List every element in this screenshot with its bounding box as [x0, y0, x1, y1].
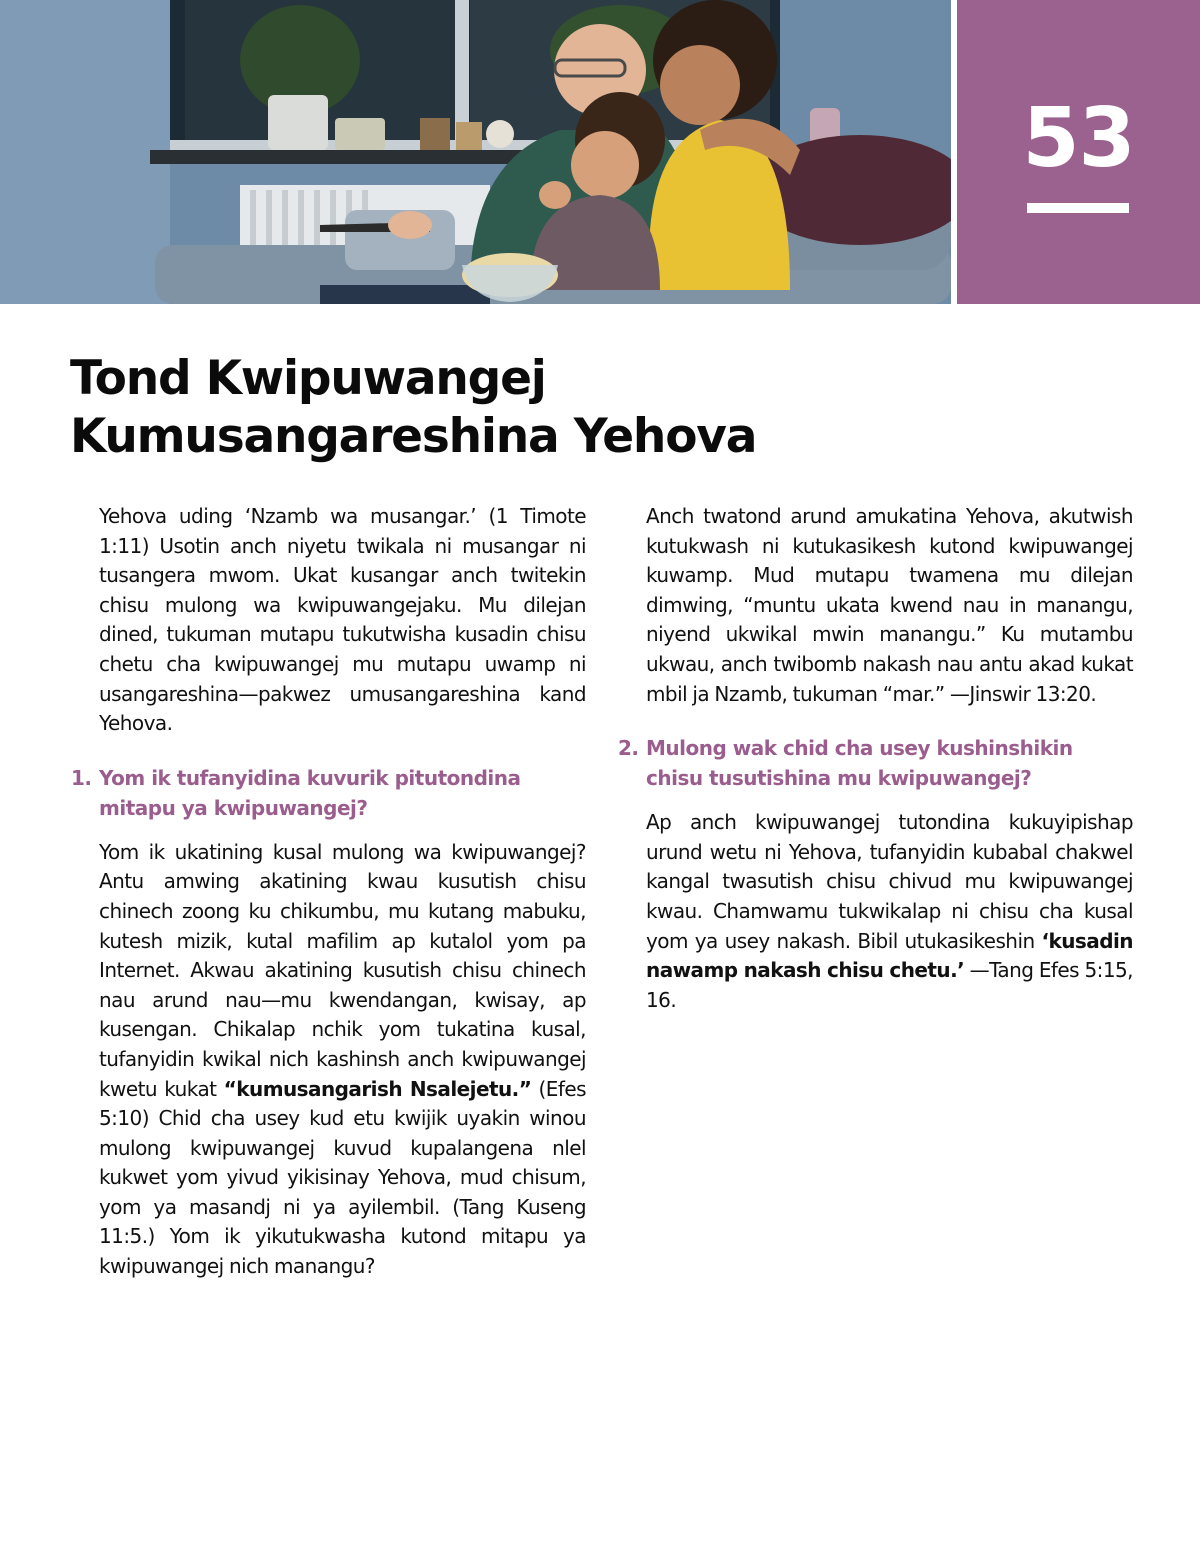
- lesson-number-underline: [1027, 203, 1129, 213]
- section-1-paragraph: [99, 838, 586, 1282]
- section-2-paragraph: [646, 808, 1133, 1015]
- section-1-text-after: (Efes 5:10) Chid cha usey kud etu kwijik uyakin winou mulong kwipuwangej kuvud kupalangena nlel kukwet yom yivud yikisinay Yehova, mud chisum, yom ya masandj ni ya ayilembil. (Tang Kuseng 11:5.) Yom ik yikutukwasha kutond mitapu ya kwipuwangej nich manangu?: [99, 1076, 586, 1279]
- title-line-1: Tond Kwipuwangej: [70, 351, 546, 406]
- left-column: [71, 502, 586, 1282]
- section-2-text-after: —Tang Efes 5:15, 16.: [646, 958, 1133, 1012]
- section-2-text-before: Ap anch kwipuwangej tutondina kukuyipishap urund wetu ni Yehova, tufanyidin kubabal chakwel kangal twasutish chisu chivud mu kwipuwangej kwau. Chamwamu tukwikalap ni chisu cha kusal yom ya usey nakash. Bibil utukasikeshin: [646, 810, 1133, 953]
- section-2-question: [618, 733, 1133, 793]
- lesson-number-box: [957, 0, 1200, 304]
- section-1-text-before: Yom ik ukatining kusal mulong wa kwipuwangej? Antu amwing akatining kwau kusutish chisu chinech zoong ku chikumbu, mu kutang mabuku, kutesh mizik, kutal mafilim ap kutalol yom pa Internet. Akwau akatining kusutish chisu chinech nau arund nau—mu kwendangan, kwisay, ap kusengan. Chikalap nchik yom tukatina kusal, tufanyidin kwikal nich kashinsh anch kwipuwangej kwetu kukat: [99, 839, 586, 1101]
- section-2-bold-quote: ‘kusadin nawamp nakash chisu chetu.’: [646, 928, 1133, 983]
- section-2-number: 2.: [618, 736, 639, 761]
- lesson-number: 53: [1022, 91, 1135, 186]
- section-1-bold-quote: “kumusangarish Nsalejetu.”: [223, 1076, 532, 1101]
- section-1-question-text: Yom ik tufanyidina kuvurik pitutondina mitapu ya kwipuwangej?: [99, 765, 521, 820]
- right-intro-paragraph: Anch twatond arund amukatina Yehova, akutwish kutukwash ni kutukasikesh kutond kwipuwangej kuwamp. Mud mutapu twamena mu dilejan dimwing, “muntu ukata kwend nau in manangu, niyend ukwikal mwin manangu.” Ku mutambu ukwau, anch twibomb nakash nau antu akad kukat mbil ja Nzamb, tukuman “mar.” —Jinswir 13:20.: [646, 504, 1133, 706]
- intro-paragraph: Yehova uding ‘Nzamb wa musangar.’ (1 Timote 1:11) Usotin anch niyetu twikala ni musangar ni tusangera mwom. Ukat kusangar anch twitekin chisu mulong wa kwipuwangejaku. Mu dilejan dined, tukuman mutapu tukutwisha kusadin chisu chetu cha kwipuwangej mu mutapu uwamp ni usangareshina—pakwez umusangareshina kand Yehova.: [99, 504, 586, 736]
- right-column: [618, 502, 1133, 1015]
- page-title: [70, 350, 756, 466]
- header-photo: [0, 0, 951, 304]
- family-watching-tv-illustration: [0, 0, 951, 304]
- section-1-number: 1.: [71, 765, 92, 790]
- title-line-2: Kumusangareshina Yehova: [70, 409, 757, 464]
- section-1-question: [71, 763, 586, 823]
- section-2-question-text: Mulong wak chid cha usey kushinshikin chisu tusutishina mu kwipuwangej?: [646, 736, 1073, 791]
